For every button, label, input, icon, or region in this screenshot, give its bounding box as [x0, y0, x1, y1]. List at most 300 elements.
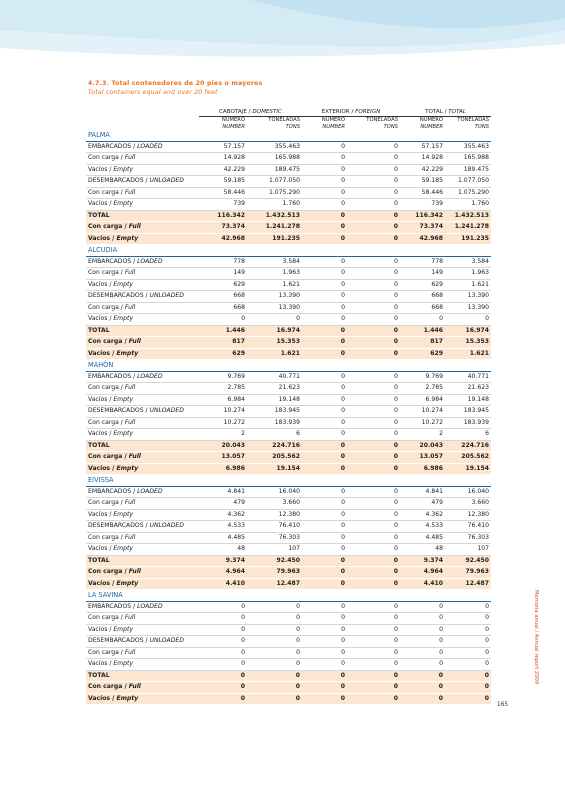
table-cell: 76.410 — [445, 521, 491, 533]
table-cell: 0 — [302, 509, 347, 521]
port-name: EIVISSA — [86, 475, 491, 487]
table-row — [86, 429, 491, 441]
table-cell: 1.621 — [247, 348, 302, 360]
table-row — [86, 279, 491, 291]
table-cell: 165.988 — [247, 153, 302, 165]
table-cell: 79.963 — [445, 567, 491, 579]
table-cell: 21.623 — [247, 383, 302, 395]
table-cell: 4.362 — [400, 509, 445, 521]
table-cell: 149 — [400, 268, 445, 280]
table-row — [86, 406, 491, 418]
table-cell: 1.621 — [445, 279, 491, 291]
table-cell: 12.487 — [445, 578, 491, 590]
row-label-es: DESEMBARCADOS — [88, 522, 144, 529]
row-label-es: DESEMBARCADOS — [88, 637, 144, 644]
sub-header-row — [86, 117, 491, 131]
row-label-es: EMBARCADOS — [88, 257, 132, 265]
table-cell: 0 — [347, 670, 400, 682]
table-row — [86, 325, 491, 337]
col-number: NÚMERO NUMBER — [221, 117, 245, 130]
table-cell: 629 — [400, 348, 445, 360]
table-row — [86, 291, 491, 303]
table-cell: 3.584 — [445, 256, 491, 268]
table-cell: 76.303 — [445, 532, 491, 544]
table-cell: 16.040 — [445, 486, 491, 498]
table-cell: 2 — [400, 429, 445, 441]
row-label-en: Full — [124, 533, 136, 541]
table-cell: 0 — [445, 682, 491, 694]
row-label: EMBARCADOS / LOADED — [86, 141, 199, 153]
row-label-es: Vacíos — [88, 694, 111, 702]
table-cell: 13.390 — [445, 291, 491, 303]
table-cell: 479 — [199, 498, 247, 510]
table-row — [86, 578, 491, 590]
table-cell: 14.928 — [199, 153, 247, 165]
row-label: Con carga / Full — [86, 498, 199, 510]
table-cell: 189.475 — [445, 164, 491, 176]
table-cell: 9.769 — [199, 371, 247, 383]
table-cell: 1.432.513 — [445, 210, 491, 222]
row-label-en: Empty — [116, 464, 139, 472]
table-cell: 0 — [302, 406, 347, 418]
table-cell: 3.660 — [247, 498, 302, 510]
table-cell: 6.984 — [400, 394, 445, 406]
table-cell: 13.057 — [199, 452, 247, 464]
table-cell: 165.988 — [445, 153, 491, 165]
table-cell: 1.077.050 — [445, 176, 491, 188]
table-cell: 0 — [347, 509, 400, 521]
table-cell: 0 — [199, 682, 247, 694]
table-row — [86, 624, 491, 636]
table-row — [86, 636, 491, 648]
table-cell: 0 — [302, 463, 347, 475]
row-label-en: UNLOADED — [149, 522, 184, 529]
row-label-es: Con carga — [88, 338, 123, 345]
table-cell: 1.077.050 — [247, 176, 302, 188]
table-cell: 0 — [302, 233, 347, 245]
table-cell: 10.274 — [400, 406, 445, 418]
table-cell: 0 — [302, 222, 347, 234]
table-cell: 9.374 — [199, 555, 247, 567]
row-label-en: Full — [124, 154, 136, 161]
row-label: Vacíos / Empty — [86, 164, 199, 176]
table-cell: 0 — [247, 659, 302, 671]
table-cell: 0 — [347, 486, 400, 498]
table-cell: 16.040 — [247, 486, 302, 498]
table-cell: 0 — [347, 187, 400, 199]
table-cell: 19.154 — [247, 463, 302, 475]
row-label-es: Con carga — [88, 683, 123, 690]
group-header-foreign: EXTERIOR / FOREIGN — [302, 108, 400, 117]
table-cell: 1.432.513 — [247, 210, 302, 222]
row-label: Con carga / Full — [86, 268, 199, 280]
row-label-es: Vacíos — [88, 234, 111, 242]
table-row — [86, 383, 491, 395]
table-cell: 13.057 — [400, 452, 445, 464]
table-cell: 0 — [347, 406, 400, 418]
table-row — [86, 187, 491, 199]
table-cell: 0 — [302, 532, 347, 544]
table-cell: 6.984 — [199, 394, 247, 406]
table-row — [86, 452, 491, 464]
row-label-en: Full — [124, 384, 136, 391]
table-cell: 0 — [347, 279, 400, 291]
row-label-es: Con carga — [88, 303, 119, 311]
row-label-es: TOTAL — [88, 326, 110, 334]
row-label-en: Empty — [116, 234, 139, 242]
page-number: 165 — [497, 702, 509, 708]
table-cell: 0 — [302, 417, 347, 429]
row-label-en: LOADED — [137, 372, 163, 380]
table-cell: 73.374 — [199, 222, 247, 234]
table-cell: 0 — [347, 659, 400, 671]
table-row — [86, 141, 491, 153]
row-label: Vacíos / Empty — [86, 659, 199, 671]
row-label-es: DESEMBARCADOS — [88, 177, 144, 184]
row-label: DESEMBARCADOS / UNLOADED — [86, 636, 199, 648]
table-cell: 57.157 — [199, 141, 247, 153]
row-label-es: Con carga — [88, 188, 119, 196]
row-label: Vacíos / Empty — [86, 429, 199, 441]
table-cell: 0 — [445, 647, 491, 659]
row-label-es: Con carga — [88, 568, 123, 575]
row-label-en: Full — [124, 614, 136, 621]
row-label-en: Full — [128, 223, 141, 230]
table-cell: 668 — [199, 302, 247, 314]
table-cell: 15.353 — [445, 337, 491, 349]
table-cell: 0 — [247, 647, 302, 659]
table-cell: 0 — [347, 256, 400, 268]
table-cell: 0 — [199, 636, 247, 648]
table-cell: 0 — [302, 325, 347, 337]
row-label-en: Empty — [113, 430, 133, 437]
table-cell: 0 — [302, 521, 347, 533]
table-cell: 0 — [302, 682, 347, 694]
table-cell: 0 — [302, 544, 347, 556]
row-label-es: Vacíos — [88, 315, 108, 322]
table-cell: 13.390 — [247, 291, 302, 303]
table-cell: 0 — [302, 636, 347, 648]
port-name: PALMA — [86, 130, 491, 141]
col-number: NÚMERO NUMBER — [321, 117, 345, 130]
row-label — [86, 325, 199, 337]
table-cell: 0 — [400, 647, 445, 659]
table-cell: 817 — [400, 337, 445, 349]
table-cell: 76.303 — [247, 532, 302, 544]
table-cell: 0 — [302, 578, 347, 590]
table-cell: 183.939 — [247, 417, 302, 429]
group-header-total: TOTAL / TOTAL — [400, 108, 491, 117]
table-cell: 668 — [199, 291, 247, 303]
table-row — [86, 647, 491, 659]
table-body — [86, 130, 491, 705]
table-cell: 1.760 — [247, 199, 302, 211]
table-cell: 0 — [247, 682, 302, 694]
table-cell: 0 — [302, 659, 347, 671]
row-label-es: Vacíos — [88, 625, 108, 633]
table-cell: 20.043 — [400, 440, 445, 452]
table-cell: 0 — [347, 636, 400, 648]
table-cell: 0 — [347, 141, 400, 153]
table-cell: 12.380 — [247, 509, 302, 521]
table-cell: 0 — [302, 337, 347, 349]
table-cell: 183.945 — [247, 406, 302, 418]
table-cell: 9.769 — [400, 371, 445, 383]
table-cell: 0 — [347, 463, 400, 475]
table-row — [86, 601, 491, 613]
table-cell: 0 — [347, 394, 400, 406]
table-cell: 191.235 — [445, 233, 491, 245]
heading-subtitle: Total containers equal and over 20 feet — [88, 88, 218, 96]
table-cell: 2.785 — [199, 383, 247, 395]
table-row — [86, 509, 491, 521]
table-cell: 4.964 — [400, 567, 445, 579]
table-cell: 205.562 — [445, 452, 491, 464]
table-cell: 0 — [445, 314, 491, 326]
table-cell: 739 — [199, 199, 247, 211]
row-label-es: Vacíos — [88, 545, 108, 552]
table-cell: 224.716 — [445, 440, 491, 452]
table-cell: 0 — [302, 279, 347, 291]
row-label-es: Con carga — [88, 614, 119, 621]
table-row — [86, 314, 491, 326]
group-header-domestic: CABOTAJE / DOMESTIC — [199, 108, 302, 117]
table-cell: 1.075.290 — [247, 187, 302, 199]
table-cell: 0 — [400, 624, 445, 636]
row-label-es: Vacíos — [88, 660, 108, 667]
table-cell: 0 — [400, 314, 445, 326]
table-cell: 778 — [400, 256, 445, 268]
table-cell: 10.272 — [400, 417, 445, 429]
table-cell: 16.974 — [445, 325, 491, 337]
section-header-row — [86, 360, 491, 372]
table-row — [86, 302, 491, 314]
table-cell: 0 — [347, 521, 400, 533]
table-cell: 0 — [445, 670, 491, 682]
col-tons: TONELADAS TONS — [366, 117, 398, 130]
table-row — [86, 371, 491, 383]
table-cell: 0 — [302, 383, 347, 395]
group-header-row — [86, 108, 491, 117]
row-label-es: TOTAL — [88, 556, 110, 564]
table-cell: 1.446 — [400, 325, 445, 337]
table-cell: 183.939 — [445, 417, 491, 429]
table-cell: 57.157 — [400, 141, 445, 153]
row-label: Vacíos / Empty — [86, 509, 199, 521]
row-label-es: Vacíos — [88, 579, 111, 587]
table-cell: 0 — [302, 498, 347, 510]
port-name: ALCUDIA — [86, 245, 491, 257]
row-label-es: EMBARCADOS — [88, 487, 132, 495]
table-cell: 0 — [302, 199, 347, 211]
row-label: EMBARCADOS / LOADED — [86, 486, 199, 498]
table-cell: 0 — [347, 567, 400, 579]
col-tons: TONELADAS TONS — [268, 117, 300, 130]
row-label-en: Full — [128, 568, 141, 575]
table-cell: 2 — [199, 429, 247, 441]
row-label: Con carga / Full — [86, 187, 199, 199]
table-cell: 1.963 — [445, 268, 491, 280]
table-cell: 107 — [247, 544, 302, 556]
table-cell: 20.043 — [199, 440, 247, 452]
table-cell: 0 — [347, 153, 400, 165]
table-row — [86, 417, 491, 429]
table-cell: 1.621 — [445, 348, 491, 360]
table-row — [86, 337, 491, 349]
table-row — [86, 693, 491, 705]
table-cell: 0 — [199, 693, 247, 705]
row-label-en: Full — [124, 418, 136, 426]
table-cell: 0 — [347, 578, 400, 590]
row-label: DESEMBARCADOS / UNLOADED — [86, 291, 199, 303]
table-cell: 0 — [347, 314, 400, 326]
row-label-en: LOADED — [137, 142, 163, 150]
table-cell: 205.562 — [247, 452, 302, 464]
table-cell: 355.463 — [247, 141, 302, 153]
table-cell: 19.148 — [247, 394, 302, 406]
table-cell: 12.380 — [445, 509, 491, 521]
table-cell: 0 — [347, 624, 400, 636]
row-label: Con carga / Full — [86, 337, 199, 349]
row-label: Con carga / Full — [86, 647, 199, 659]
col-number: NÚMERO NUMBER — [419, 117, 443, 130]
row-label: Con carga / Full — [86, 383, 199, 395]
row-label: Con carga / Full — [86, 153, 199, 165]
table-cell: 0 — [302, 670, 347, 682]
row-label-es: Con carga — [88, 223, 123, 230]
row-label-es: TOTAL — [88, 211, 110, 219]
table-cell: 42.229 — [199, 164, 247, 176]
row-label-en: UNLOADED — [149, 637, 184, 644]
row-label: Vacíos / Empty — [86, 279, 199, 291]
table-cell: 1.760 — [445, 199, 491, 211]
side-caption — [531, 590, 541, 700]
table-cell: 0 — [199, 647, 247, 659]
row-label: Con carga / Full — [86, 567, 199, 579]
table-cell: 479 — [400, 498, 445, 510]
col-tons: TONELADAS TONS — [457, 117, 489, 130]
table-row — [86, 670, 491, 682]
row-label-es: Vacíos — [88, 510, 108, 518]
table-cell: 668 — [400, 291, 445, 303]
table-cell: 0 — [302, 210, 347, 222]
table-cell: 42.968 — [199, 233, 247, 245]
table-row — [86, 498, 491, 510]
table-cell: 13.390 — [445, 302, 491, 314]
table-cell: 0 — [302, 268, 347, 280]
table-row — [86, 268, 491, 280]
table-cell: 0 — [302, 555, 347, 567]
table-cell: 0 — [302, 371, 347, 383]
row-label-en: Empty — [113, 625, 133, 633]
row-label: Con carga / Full — [86, 417, 199, 429]
row-label — [86, 555, 199, 567]
table-cell: 3.584 — [247, 256, 302, 268]
table-row — [86, 544, 491, 556]
row-label: Vacíos / Empty — [86, 624, 199, 636]
row-label: Con carga / Full — [86, 613, 199, 625]
section-header-row — [86, 590, 491, 602]
table-row — [86, 659, 491, 671]
row-label-es: EMBARCADOS — [88, 602, 132, 610]
row-label-es: TOTAL — [88, 441, 110, 449]
table-cell: 0 — [302, 153, 347, 165]
table-cell: 0 — [302, 429, 347, 441]
table-cell: 40.771 — [445, 371, 491, 383]
table-cell: 1.241.278 — [445, 222, 491, 234]
table-cell: 0 — [347, 222, 400, 234]
row-label-es: Con carga — [88, 648, 119, 656]
table-cell: 0 — [445, 624, 491, 636]
table-cell: 0 — [302, 567, 347, 579]
table-row — [86, 463, 491, 475]
table-cell: 0 — [445, 601, 491, 613]
table-cell: 0 — [400, 613, 445, 625]
table-cell: 116.342 — [199, 210, 247, 222]
table-cell: 0 — [302, 314, 347, 326]
table-cell: 0 — [302, 647, 347, 659]
table-cell: 0 — [347, 613, 400, 625]
table-cell: 0 — [302, 176, 347, 188]
table-cell: 0 — [445, 613, 491, 625]
table-cell: 0 — [199, 670, 247, 682]
row-label-es: Vacíos — [88, 200, 108, 207]
header-banner — [0, 0, 565, 58]
table-cell: 73.374 — [400, 222, 445, 234]
table-cell: 0 — [302, 164, 347, 176]
row-label-en: LOADED — [137, 257, 163, 265]
table-cell: 817 — [199, 337, 247, 349]
row-label — [86, 440, 199, 452]
table-cell: 6.986 — [400, 463, 445, 475]
table-cell: 21.623 — [445, 383, 491, 395]
table-cell: 0 — [247, 636, 302, 648]
table-cell: 0 — [400, 682, 445, 694]
row-label-en: LOADED — [137, 602, 163, 610]
table-cell: 0 — [302, 440, 347, 452]
banner-graphic — [0, 0, 565, 58]
table-cell: 92.450 — [445, 555, 491, 567]
row-label-es: Vacíos — [88, 349, 111, 357]
port-name: LA SAVINA — [86, 590, 491, 602]
row-label: Con carga / Full — [86, 452, 199, 464]
row-label: Vacíos / Empty — [86, 348, 199, 360]
row-label: EMBARCADOS / LOADED — [86, 256, 199, 268]
table-cell: 0 — [302, 693, 347, 705]
table-cell: 9.374 — [400, 555, 445, 567]
table-cell: 0 — [347, 555, 400, 567]
row-label-en: UNLOADED — [149, 407, 184, 414]
table-cell: 4.485 — [199, 532, 247, 544]
table-cell: 0 — [247, 624, 302, 636]
table-row — [86, 567, 491, 579]
row-label: DESEMBARCADOS / UNLOADED — [86, 521, 199, 533]
table-cell: 10.274 — [199, 406, 247, 418]
table-cell: 4.362 — [199, 509, 247, 521]
table-cell: 0 — [347, 498, 400, 510]
table-cell: 116.342 — [400, 210, 445, 222]
row-label-en: Full — [128, 683, 141, 690]
row-label-es: EMBARCADOS — [88, 372, 132, 380]
table-cell: 0 — [347, 693, 400, 705]
table-cell: 778 — [199, 256, 247, 268]
table-cell: 191.235 — [247, 233, 302, 245]
table-cell: 6 — [247, 429, 302, 441]
row-label: Vacíos / Empty — [86, 578, 199, 590]
row-label: Con carga / Full — [86, 222, 199, 234]
table-cell: 0 — [347, 383, 400, 395]
section-header-row — [86, 475, 491, 487]
